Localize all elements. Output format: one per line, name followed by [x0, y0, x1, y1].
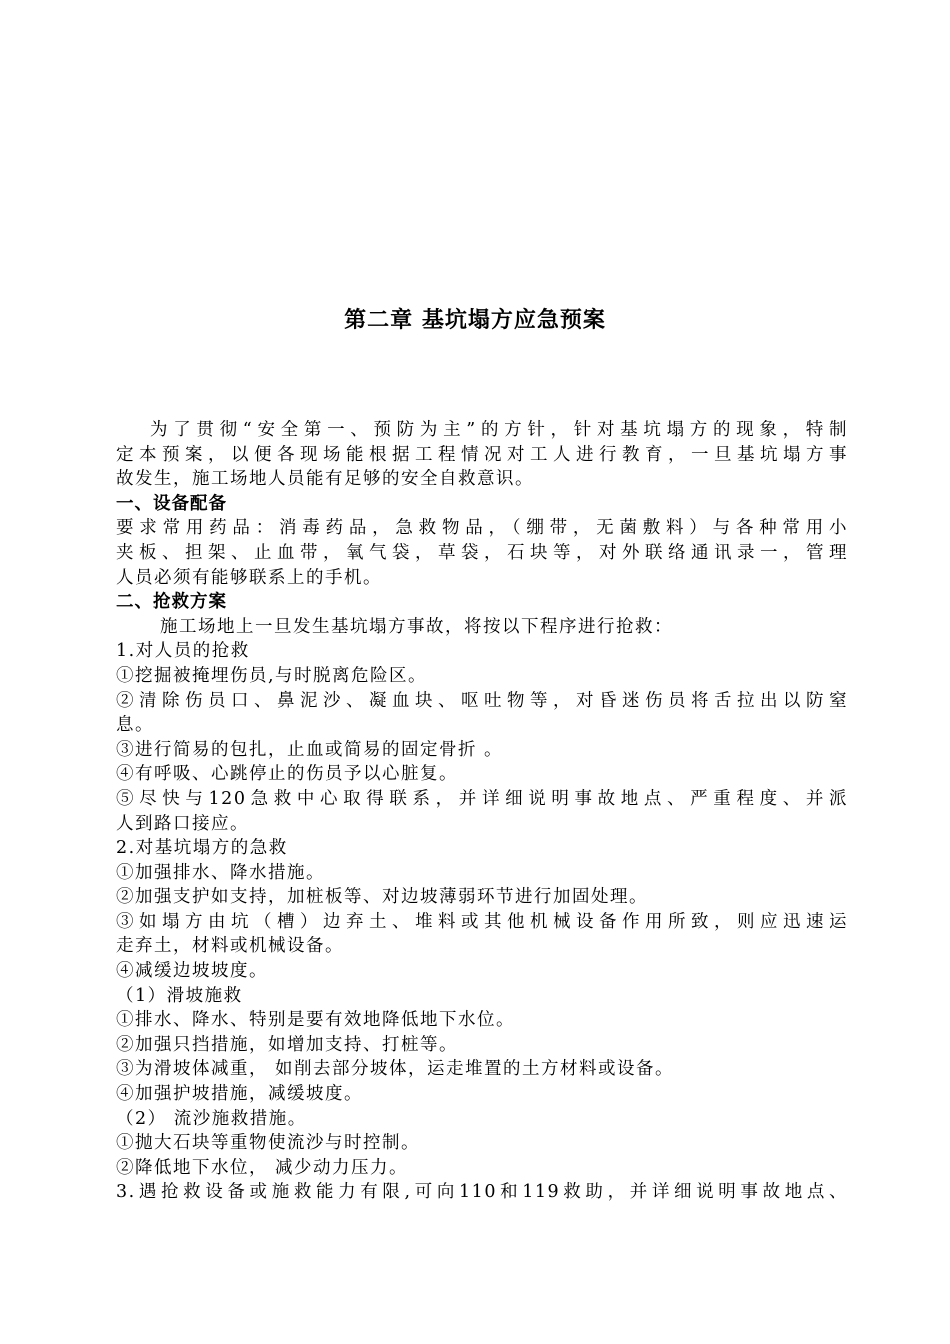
equipment-line: 人员必须有能够联系上的手机。: [116, 567, 382, 588]
document-body: [116, 418, 848, 1205]
section-heading-rescue: 二、抢救方案: [116, 592, 227, 613]
rescue-line: 3.遇抢救设备或施救能力有限,可向110和119救助，并详细说明事故地点、: [116, 1182, 848, 1203]
intro-line: 为了贯彻“安全第一、预防为主”的方针，针对基坑塌方的现象，特制: [150, 420, 848, 440]
intro-line: 定本预案，以便各现场能根据工程情况对工人进行教育，一旦基坑塌方事: [116, 444, 848, 465]
rescue-line: ④加强护坡措施，减缓坡度。: [116, 1084, 363, 1105]
rescue-line: ①加强排水、降水措施。: [116, 862, 325, 883]
section-heading-equipment: 一、设备配备: [116, 493, 227, 514]
rescue-line: 2.对基坑塌方的急救: [116, 838, 288, 859]
rescue-line: ②加强只挡措施，如增加支持、打桩等。: [116, 1034, 458, 1055]
rescue-line: ②加强支护如支持，加桩板等、对边坡薄弱环节进行加固处理。: [116, 887, 648, 908]
rescue-line: 走弃土，材料或机械设备。: [116, 936, 344, 957]
rescue-line: ⑤尽快与120急救中心取得联系，并详细说明事故地点、严重程度、并派: [116, 788, 848, 809]
rescue-line: ③如塌方由坑（槽）边弃土、堆料或其他机械设备作用所致，则应迅速运: [116, 911, 848, 932]
rescue-line: （1）滑坡施救: [116, 985, 243, 1006]
rescue-line: ①挖掘被掩埋伤员,与时脱离危险区。: [116, 665, 428, 686]
rescue-line: 1.对人员的抢救: [116, 641, 250, 662]
rescue-line: （2） 流沙施救措施。: [116, 1108, 307, 1129]
rescue-line: 息。: [116, 715, 154, 736]
rescue-line: ④有呼吸、心跳停止的伤员予以心脏复。: [116, 764, 458, 785]
equipment-line: 要求常用药品：消毒药品，急救物品，（绷带，无菌敷料）与各种常用小: [116, 518, 848, 539]
rescue-line: ①抛大石块等重物使流沙与时控制。: [116, 1133, 420, 1154]
rescue-intro: 施工场地上一旦发生基坑塌方事故，将按以下程序进行抢救：: [160, 616, 673, 637]
rescue-line: ③为滑坡体减重， 如削去部分坡体，运走堆置的土方材料或设备。: [116, 1059, 675, 1080]
rescue-line: ③进行简易的包扎，止血或简易的固定骨折 。: [116, 739, 504, 760]
chapter-title: 第二章 基坑塌方应急预案: [344, 308, 606, 333]
rescue-line: ④减缓边坡坡度。: [116, 961, 268, 982]
rescue-line: ①排水、降水、特别是要有效地降低地下水位。: [116, 1010, 515, 1031]
rescue-line: ②降低地下水位， 减少动力压力。: [116, 1157, 409, 1178]
rescue-line: ②清除伤员口、鼻泥沙、凝血块、呕吐物等，对昏迷伤员将舌拉出以防窒: [116, 690, 848, 711]
equipment-line: 夹板、担架、止血带，氧气袋，草袋，石块等，对外联络通讯录一，管理: [116, 542, 848, 563]
rescue-line: 人到路口接应。: [116, 813, 249, 834]
intro-line: 故发生，施工场地人员能有足够的安全自救意识。: [116, 469, 534, 490]
